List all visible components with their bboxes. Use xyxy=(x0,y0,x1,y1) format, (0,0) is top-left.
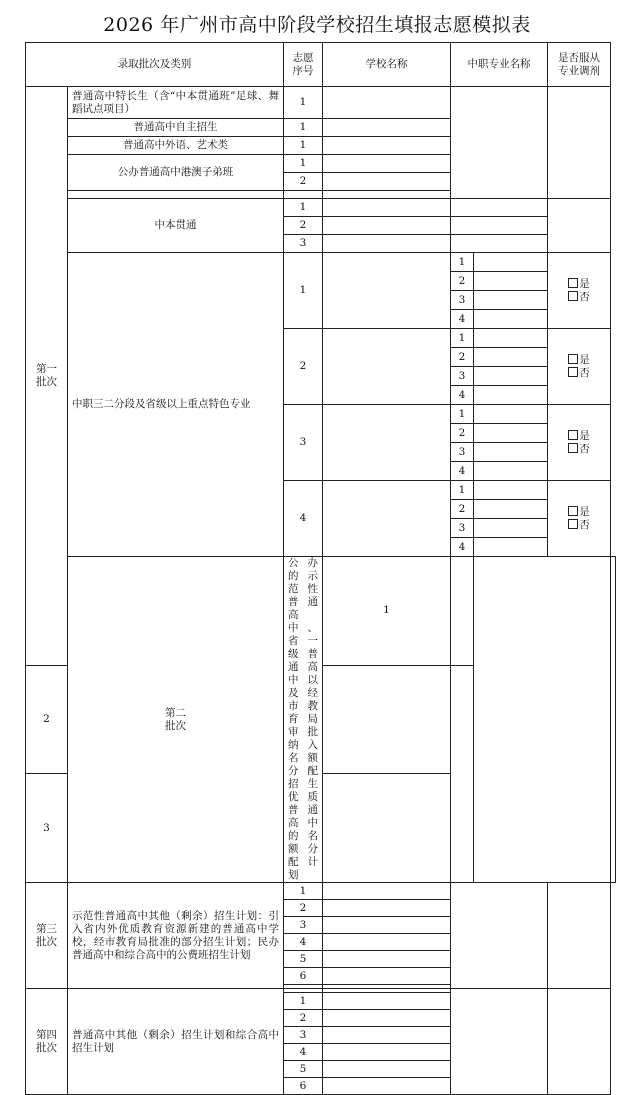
adjust-no-checkbox[interactable] xyxy=(568,291,590,303)
checkbox-icon xyxy=(568,278,578,288)
header-adjust-line2: 专业调剂 xyxy=(558,64,600,77)
header-adjust xyxy=(548,43,611,87)
option-yes-label: 是 xyxy=(579,353,590,366)
batch-1-line1: 第一 xyxy=(36,362,57,375)
checkbox-icon xyxy=(568,367,578,377)
checkbox-icon xyxy=(568,519,578,529)
seq-number: 1 xyxy=(284,155,323,173)
header-row xyxy=(26,43,616,87)
seq-number: 3 xyxy=(284,235,323,253)
school-name-field[interactable] xyxy=(323,1078,451,1095)
adjust-yes-checkbox[interactable] xyxy=(568,506,590,518)
school-name-field[interactable] xyxy=(323,1061,451,1078)
category-lang-art: 普通高中外语、艺术类 xyxy=(68,137,284,155)
major-seq-number: 3 xyxy=(451,519,474,538)
seq-number: 1 xyxy=(284,199,323,217)
adjust-no-checkbox[interactable] xyxy=(568,519,590,531)
header-school: 学校名称 xyxy=(323,43,451,87)
seq-number: 1 xyxy=(323,557,451,666)
seq-number: 3 xyxy=(26,774,68,883)
table-row xyxy=(26,199,616,217)
major-seq-number: 3 xyxy=(451,443,474,462)
option-no-label: 否 xyxy=(579,366,590,379)
major-seq-number: 4 xyxy=(451,386,474,405)
batch-3-line1: 第三 xyxy=(36,922,57,935)
major-name-field[interactable] xyxy=(474,329,548,348)
batch-1-line2: 批次 xyxy=(36,375,57,388)
major-seq-number: 2 xyxy=(451,348,474,367)
seq-number: 1 xyxy=(284,119,323,137)
school-name-field[interactable] xyxy=(323,173,451,191)
major-seq-number: 4 xyxy=(451,538,474,557)
option-no-label: 否 xyxy=(579,518,590,531)
header-seq-line1: 志愿 xyxy=(292,51,314,64)
major-name-field[interactable] xyxy=(474,310,548,329)
category-b4: 普通高中其他（剩余）招生计划和综合高中招生计划 xyxy=(68,989,284,1095)
major-name-field[interactable] xyxy=(451,217,548,235)
table-row xyxy=(26,883,616,900)
seq-number: 1 xyxy=(284,87,323,119)
table-row xyxy=(26,87,616,119)
category-b2: 公办的示范性普通高中、省一级普通高中以及经市教育局审批纳入名额分配招生优质普通高中的名额分配计划 xyxy=(284,557,323,883)
header-adjust-line1: 是否服从 xyxy=(558,51,600,64)
category-hkmacau: 公办普通高中港澳子弟班 xyxy=(68,155,284,191)
header-major: 中职专业名称 xyxy=(451,43,548,87)
school-name-field[interactable] xyxy=(323,137,451,155)
option-no-label: 否 xyxy=(579,290,590,303)
header-category: 录取批次及类别 xyxy=(26,43,284,87)
major-na-cell xyxy=(451,883,548,989)
seq-number: 6 xyxy=(284,1078,323,1095)
seq-number: 1 xyxy=(284,253,323,329)
major-name-field[interactable] xyxy=(474,405,548,424)
option-yes-label: 是 xyxy=(579,429,590,442)
school-name-field[interactable] xyxy=(323,993,451,1010)
adjust-na-cell xyxy=(548,87,611,199)
adjust-choice-cell xyxy=(548,329,611,405)
major-name-field[interactable] xyxy=(474,538,548,557)
school-name-field[interactable] xyxy=(323,481,451,557)
seq-number: 2 xyxy=(284,900,323,917)
seq-number: 4 xyxy=(284,934,323,951)
major-name-field[interactable] xyxy=(474,253,548,272)
school-name-field[interactable] xyxy=(323,235,451,253)
adjust-na-cell xyxy=(611,557,616,883)
school-name-field[interactable] xyxy=(323,968,451,985)
school-name-field[interactable] xyxy=(323,1010,451,1027)
option-no-label: 否 xyxy=(579,442,590,455)
major-seq-number: 2 xyxy=(451,424,474,443)
school-name-field[interactable] xyxy=(323,883,451,900)
batch-4-cell xyxy=(26,989,68,1095)
major-name-field[interactable] xyxy=(474,272,548,291)
checkbox-icon xyxy=(568,354,578,364)
batch-2-line1: 第二 xyxy=(165,706,186,719)
seq-number: 2 xyxy=(284,217,323,235)
blank-cell xyxy=(284,191,323,199)
adjust-yes-checkbox[interactable] xyxy=(568,354,590,366)
school-name-field[interactable] xyxy=(323,155,451,173)
seq-number: 5 xyxy=(284,1061,323,1078)
table-row xyxy=(26,557,616,666)
seq-number: 1 xyxy=(284,993,323,1010)
option-yes-label: 是 xyxy=(579,277,590,290)
major-na-cell xyxy=(451,87,548,199)
major-seq-number: 2 xyxy=(451,272,474,291)
major-name-field[interactable] xyxy=(474,519,548,538)
major-seq-number: 2 xyxy=(451,500,474,519)
school-name-field[interactable] xyxy=(323,934,451,951)
seq-number: 3 xyxy=(284,405,323,481)
category-b3: 示范性普通高中其他（剩余）招生计划：引入省内外优质教育资源新建的普通高中学校，经市教育局批准的部分招生计划；民办普通高中和综合高中的公费班招生计划 xyxy=(68,883,284,989)
checkbox-icon xyxy=(568,291,578,301)
school-name-field[interactable] xyxy=(451,557,474,666)
category-vocational: 中职三二分段及省级以上重点特色专业 xyxy=(68,253,284,557)
major-name-field[interactable] xyxy=(474,367,548,386)
school-name-field[interactable] xyxy=(323,1044,451,1061)
major-name-field[interactable] xyxy=(474,386,548,405)
adjust-choice-cell xyxy=(548,481,611,557)
application-form-table xyxy=(25,42,616,1095)
option-yes-label: 是 xyxy=(579,505,590,518)
batch-4-line2: 批次 xyxy=(36,1041,57,1054)
batch-2-cell xyxy=(68,557,284,883)
major-na-cell xyxy=(474,557,611,883)
seq-number: 6 xyxy=(284,968,323,985)
table-row xyxy=(26,253,616,272)
school-name-field[interactable] xyxy=(323,774,451,883)
major-name-field[interactable] xyxy=(474,348,548,367)
school-name-field[interactable] xyxy=(323,217,451,235)
school-name-field[interactable] xyxy=(323,665,451,774)
checkbox-icon xyxy=(568,430,578,440)
school-name-field[interactable] xyxy=(323,329,451,405)
blank-cell xyxy=(68,191,284,199)
school-name-field[interactable] xyxy=(323,1027,451,1044)
seq-number: 1 xyxy=(284,883,323,900)
batch-3-line2: 批次 xyxy=(36,935,57,948)
blank-cell xyxy=(323,191,451,199)
major-name-field[interactable] xyxy=(474,291,548,310)
major-seq-number: 3 xyxy=(451,367,474,386)
checkbox-icon xyxy=(568,506,578,516)
batch-2-line2: 批次 xyxy=(165,719,186,732)
major-name-field[interactable] xyxy=(474,500,548,519)
major-name-field[interactable] xyxy=(474,481,548,500)
header-seq xyxy=(284,43,323,87)
checkbox-icon xyxy=(568,443,578,453)
school-name-field[interactable] xyxy=(323,917,451,934)
adjust-choice-cell xyxy=(548,405,611,481)
batch-1-cell xyxy=(26,87,68,666)
adjust-choice-cell xyxy=(548,253,611,329)
seq-number: 3 xyxy=(284,917,323,934)
seq-number: 2 xyxy=(284,1010,323,1027)
seq-number: 1 xyxy=(284,137,323,155)
seq-number: 2 xyxy=(284,329,323,405)
school-name-field[interactable] xyxy=(323,405,451,481)
batch-3-cell xyxy=(26,883,68,989)
adjust-yes-checkbox[interactable] xyxy=(568,430,590,442)
adjust-na-cell xyxy=(548,199,611,253)
adjust-yes-checkbox[interactable] xyxy=(568,278,590,290)
major-seq-number: 4 xyxy=(451,310,474,329)
school-name-field[interactable] xyxy=(323,253,451,329)
school-name-field[interactable] xyxy=(323,951,451,968)
adjust-no-checkbox[interactable] xyxy=(568,367,590,379)
adjust-no-checkbox[interactable] xyxy=(568,443,590,455)
adjust-na-cell xyxy=(548,883,611,989)
batch-4-line1: 第四 xyxy=(36,1028,57,1041)
seq-number: 5 xyxy=(284,951,323,968)
seq-number: 4 xyxy=(284,481,323,557)
major-seq-number: 1 xyxy=(451,405,474,424)
page-title: 2026 年广州市高中阶段学校招生填报志愿模拟表 xyxy=(103,14,531,36)
school-name-field[interactable] xyxy=(323,87,451,119)
header-seq-line2: 序号 xyxy=(292,64,314,77)
school-name-field[interactable] xyxy=(323,199,451,217)
major-name-field[interactable] xyxy=(474,424,548,443)
major-name-field[interactable] xyxy=(474,443,548,462)
major-name-field[interactable] xyxy=(474,462,548,481)
category-self: 普通高中自主招生 xyxy=(68,119,284,137)
seq-number: 4 xyxy=(284,1044,323,1061)
school-name-field[interactable] xyxy=(323,119,451,137)
major-seq-number: 4 xyxy=(451,462,474,481)
category-special: 普通高中特长生（含“中本贯通班”足球、舞蹈试点项目） xyxy=(68,87,284,119)
major-name-field[interactable] xyxy=(451,199,548,217)
major-na-cell xyxy=(451,989,548,1095)
major-seq-number: 1 xyxy=(451,329,474,348)
seq-number: 3 xyxy=(284,1027,323,1044)
adjust-na-cell xyxy=(548,989,611,1095)
major-name-field[interactable] xyxy=(451,235,548,253)
major-seq-number: 1 xyxy=(451,253,474,272)
category-zhongben: 中本贯通 xyxy=(68,199,284,253)
major-seq-number: 1 xyxy=(451,481,474,500)
school-name-field[interactable] xyxy=(323,900,451,917)
seq-number: 2 xyxy=(26,665,68,774)
major-seq-number: 3 xyxy=(451,291,474,310)
seq-number: 2 xyxy=(284,173,323,191)
